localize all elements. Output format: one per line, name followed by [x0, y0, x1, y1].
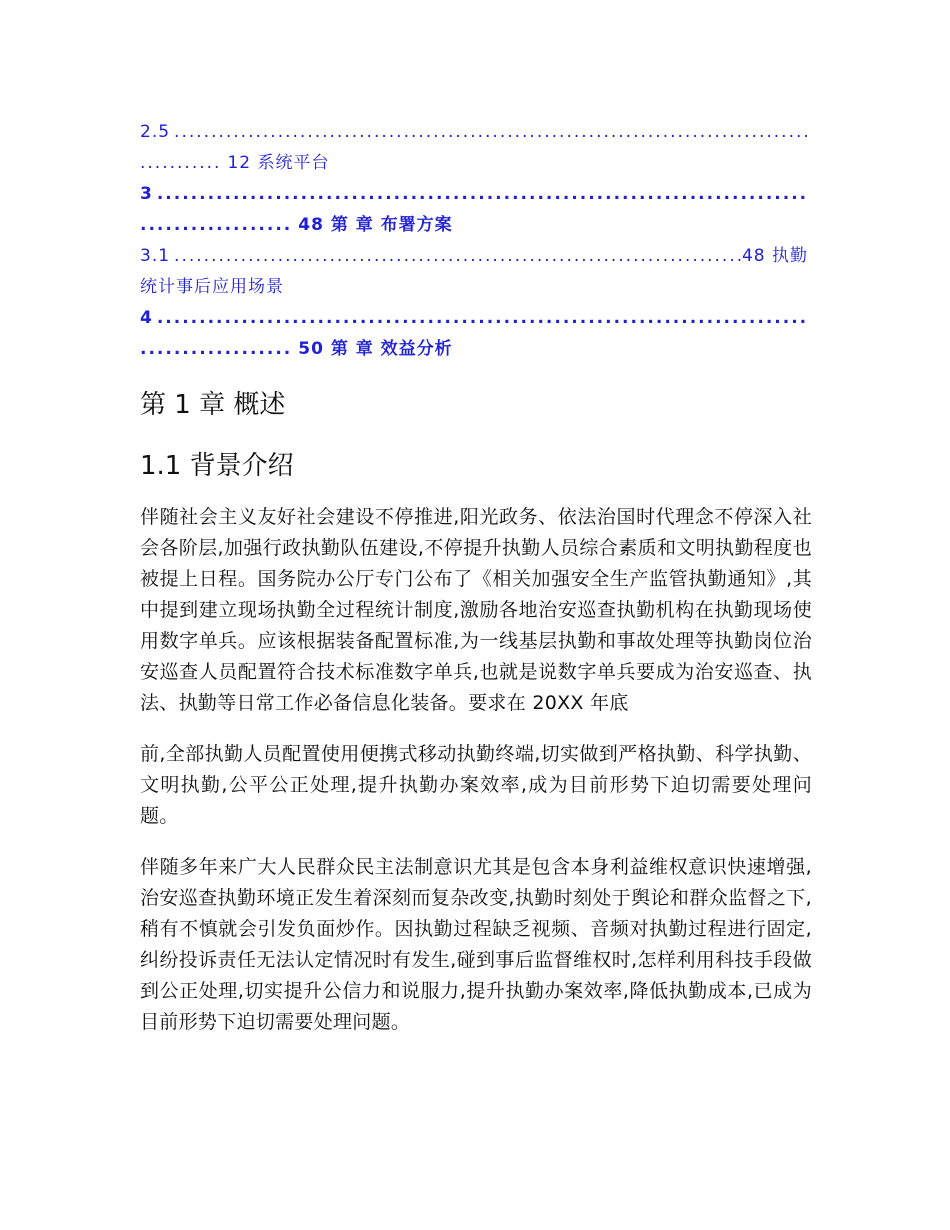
- toc-entry-3[interactable]: [140, 179, 808, 210]
- toc-title: 执勤: [772, 246, 808, 266]
- section-heading: 1.1 背景介绍: [140, 451, 294, 481]
- toc-page: 48: [741, 246, 766, 266]
- toc-entry-4[interactable]: [140, 303, 808, 334]
- toc-entry-2-5-cont[interactable]: ........... 12 系统平台: [140, 153, 330, 173]
- toc-title-cont: 统计事后应用场景: [140, 277, 284, 297]
- toc-page: 12: [227, 153, 252, 173]
- paragraph: 前,全部执勤人员配置使用便携式移动执勤终端,切实做到严格执勤、科学执勤、文明执勤,公平公正处理,提升执勤办案效率,成为目前形势下迫切需要处理问题。: [140, 743, 812, 827]
- toc-entry-3-1[interactable]: [140, 241, 808, 272]
- toc-number: 2.5: [140, 122, 171, 142]
- body-text: [140, 502, 812, 1058]
- toc-title: 系统平台: [257, 153, 330, 173]
- table-of-contents: [140, 117, 808, 365]
- toc-title: 第 章 效益分析: [330, 339, 453, 359]
- paragraph: 伴随社会主义友好社会建设不停推进,阳光政务、依法治国时代理念不停深入社会各阶层,加强行政执勤队伍建设,不停提升执勤人员综合素质和文明执勤程度也被提上日程。国务院办公厅专门公布了《相关加强安全生产监管执勤通知》,其中提到建立现场执勤全过程统计制度,激励各地治安巡查执勤机构在执勤现场使用数字单兵。应该根据装备配置标准,为一线基层执勤和事故处理等执勤岗位治安巡查人员配置符合技术标准数字单兵,也就是说数字单兵要成为治安巡查、执法、执勤等日常工作必备信息化装备。要求在 20XX 年底: [140, 506, 812, 714]
- toc-page: 50: [298, 339, 324, 359]
- toc-number: 3: [140, 184, 153, 204]
- toc-title: 第 章 布署方案: [330, 215, 453, 235]
- toc-entry-4-cont[interactable]: .................. 50 第 章 效益分析: [140, 339, 453, 359]
- toc-entry-3-1-cont[interactable]: [140, 272, 808, 303]
- toc-entry-2-5[interactable]: [140, 117, 808, 148]
- toc-entry-3-cont[interactable]: .................. 48 第 章 布署方案: [140, 215, 453, 235]
- toc-page: 48: [298, 215, 324, 235]
- toc-number: 3.1: [140, 246, 171, 266]
- paragraph: 伴随多年来广大人民群众民主法制意识尤其是包含本身利益维权意识快速增强,治安巡查执勤环境正发生着深刻而复杂改变,执勤时刻处于舆论和群众监督之下,稍有不慎就会引发负面炒作。因执勤过程缺乏视频、音频对执勤过程进行固定,纠纷投诉责任无法认定情况时有发生,碰到事后监督维权时,怎样利用科技手段做到公正处理,切实提升公信力和说服力,提升执勤办案效率,降低执勤成本,已成为目前形势下迫切需要处理问题。: [140, 856, 812, 1033]
- toc-number: 4: [140, 308, 153, 328]
- chapter-heading: 第 1 章 概述: [140, 390, 286, 420]
